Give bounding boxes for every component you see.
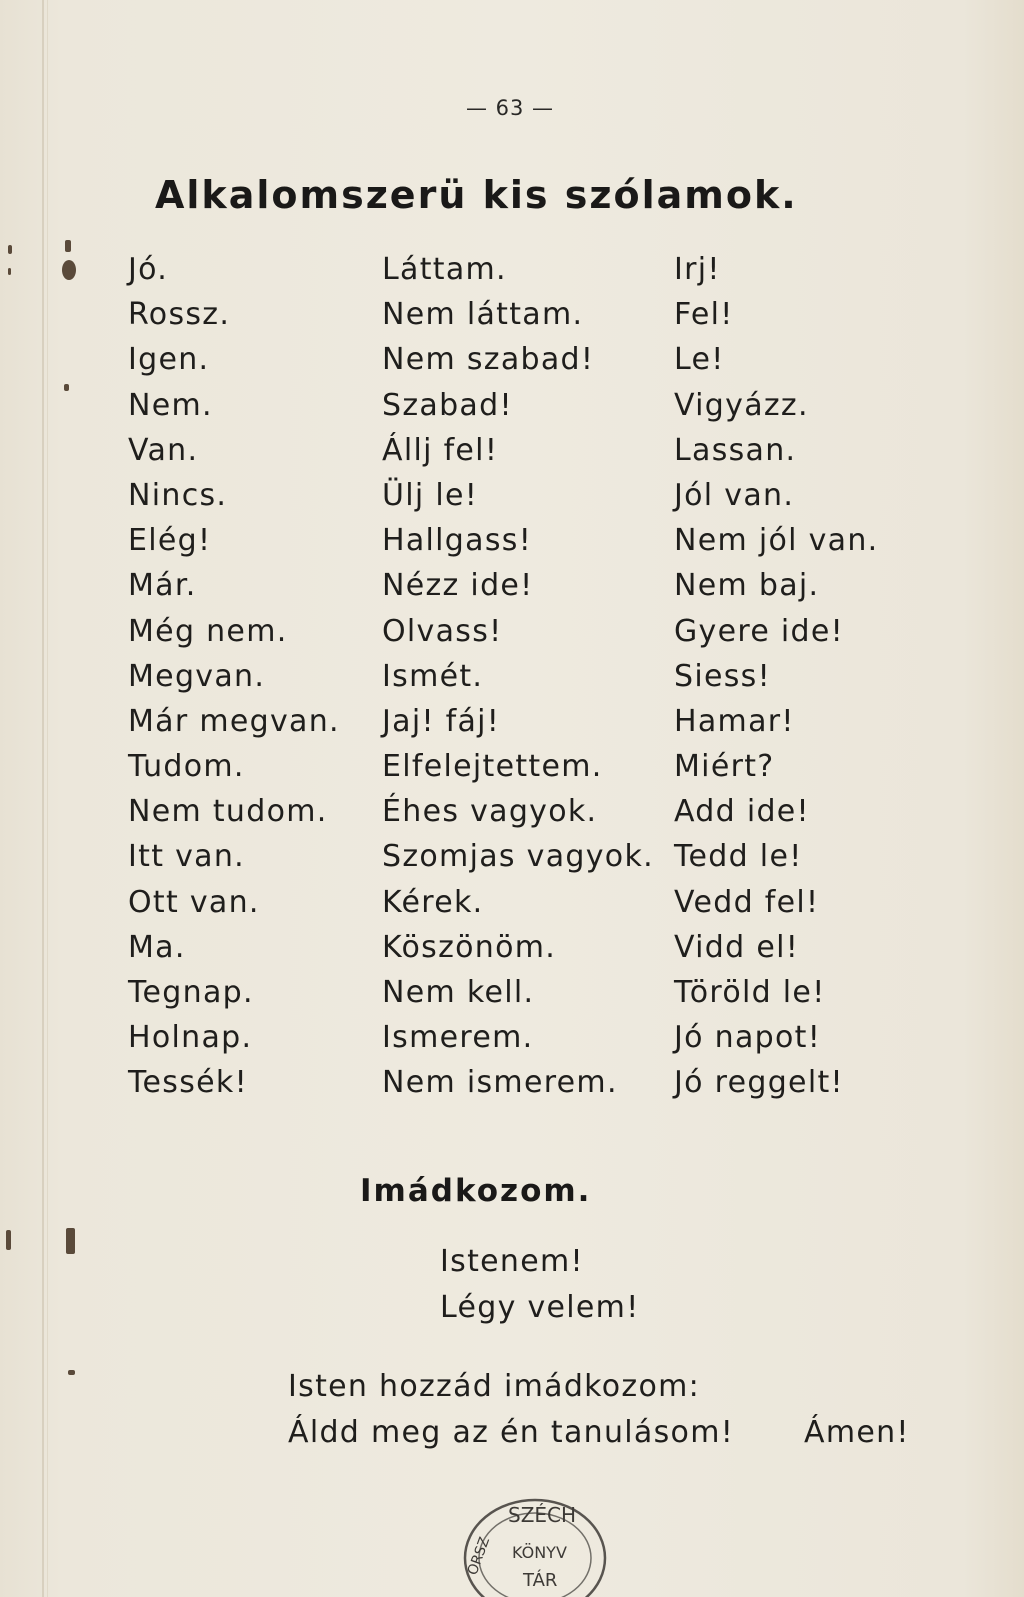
phrase-item: Fel! xyxy=(674,297,734,333)
binding-mark xyxy=(62,260,76,280)
phrase-item: Jó. xyxy=(128,252,169,287)
phrase-item: Nem jól van. xyxy=(674,523,879,559)
phrase-item: Tegnap. xyxy=(128,975,254,1010)
phrase-item: Vidd el! xyxy=(674,929,800,965)
prayer-line-2: Légy velem! xyxy=(440,1290,640,1325)
library-stamp xyxy=(460,1488,610,1597)
phrase-item: Kérek. xyxy=(382,884,484,920)
phrase-item: Gyere ide! xyxy=(674,613,844,649)
phrase-item: Ott van. xyxy=(128,884,260,920)
phrase-item: Ismerem. xyxy=(382,1020,534,1056)
phrase-item: Nem ismerem. xyxy=(382,1065,618,1101)
phrase-item: Már megvan. xyxy=(128,703,340,739)
phrase-column-1 xyxy=(128,247,340,1106)
phrase-item: Tessék! xyxy=(128,1065,248,1101)
phrase-item: Ma. xyxy=(128,929,186,965)
page-fold-line xyxy=(42,0,44,1597)
phrase-item: Ismét. xyxy=(382,658,484,694)
stamp-bottom-text: TÁR xyxy=(523,1570,558,1591)
phrase-item: Nem tudom. xyxy=(128,794,328,830)
binding-mark xyxy=(66,1228,75,1254)
phrase-item: Olvass! xyxy=(382,613,503,649)
section-title: Alkalomszerü kis szólamok. xyxy=(155,173,798,217)
phrase-item: Tedd le! xyxy=(674,839,803,875)
prayer-amen: Ámen! xyxy=(804,1415,910,1450)
phrase-item: Igen. xyxy=(128,342,210,378)
binding-mark xyxy=(68,1370,75,1375)
binding-mark xyxy=(8,245,12,254)
phrase-item: Nem. xyxy=(128,387,213,423)
page-number: — 63 — xyxy=(465,96,555,120)
page-fold-line-inner xyxy=(47,0,48,1597)
phrase-item: Siess! xyxy=(674,658,771,694)
prayer-title: Imádkozom. xyxy=(360,1173,592,1209)
phrase-item: Add ide! xyxy=(674,794,810,830)
phrase-item: Szabad! xyxy=(382,387,513,423)
phrase-item: Holnap. xyxy=(128,1020,253,1056)
phrase-item: Hamar! xyxy=(674,703,795,739)
phrase-item: Jó reggelt! xyxy=(674,1065,844,1101)
binding-mark xyxy=(8,268,11,275)
phrase-item: Tudom. xyxy=(128,749,245,785)
prayer-line-3: Isten hozzád imádkozom: xyxy=(288,1369,701,1404)
prayer-line-4: Áldd meg az én tanulásom! xyxy=(288,1415,735,1450)
phrase-item: Töröld le! xyxy=(674,975,826,1010)
phrase-item: Láttam. xyxy=(382,252,507,287)
phrase-item: Nem baj. xyxy=(674,568,820,604)
phrase-item: Vedd fel! xyxy=(674,884,820,920)
phrase-item: Éhes vagyok. xyxy=(382,794,598,830)
phrase-item: Nem kell. xyxy=(382,975,535,1010)
phrase-item: Állj fel! xyxy=(382,432,499,468)
stamp-left-text: ORSZ xyxy=(464,1535,494,1578)
phrase-item: Itt van. xyxy=(128,839,245,875)
binding-mark xyxy=(6,1230,11,1250)
phrase-item: Rossz. xyxy=(128,297,231,333)
stamp-top-text: SZÉCH xyxy=(508,1503,577,1527)
phrase-item: Jól van. xyxy=(674,477,795,513)
phrase-item: Már. xyxy=(128,568,197,604)
phrase-item: Szomjas vagyok. xyxy=(382,839,654,875)
phrase-item: Ülj le! xyxy=(382,477,479,513)
phrase-item: Vigyázz. xyxy=(674,387,809,423)
phrase-item: Jaj! fáj! xyxy=(382,703,501,739)
phrase-item: Van. xyxy=(128,432,199,468)
phrase-item: Jó napot! xyxy=(674,1020,822,1056)
phrase-item: Le! xyxy=(674,342,725,378)
phrase-item: Még nem. xyxy=(128,613,288,649)
phrase-item: Irj! xyxy=(674,252,721,287)
phrase-item: Köszönöm. xyxy=(382,929,557,965)
phrase-item: Miért? xyxy=(674,749,775,785)
phrase-item: Megvan. xyxy=(128,658,266,694)
phrase-item: Nincs. xyxy=(128,477,228,513)
phrase-column-2 xyxy=(382,247,654,1106)
phrase-item: Nézz ide! xyxy=(382,568,534,604)
stamp-middle-text: KÖNYV xyxy=(512,1543,567,1562)
phrase-item: Elfelejtettem. xyxy=(382,749,603,785)
binding-mark xyxy=(65,240,71,252)
phrase-item: Lassan. xyxy=(674,432,797,468)
phrase-item: Elég! xyxy=(128,523,212,559)
binding-mark xyxy=(64,384,69,391)
prayer-line-1: Istenem! xyxy=(440,1244,584,1279)
phrase-item: Hallgass! xyxy=(382,523,533,559)
phrase-item: Nem láttam. xyxy=(382,297,584,333)
phrase-column-3 xyxy=(674,247,879,1106)
phrase-item: Nem szabad! xyxy=(382,342,595,378)
